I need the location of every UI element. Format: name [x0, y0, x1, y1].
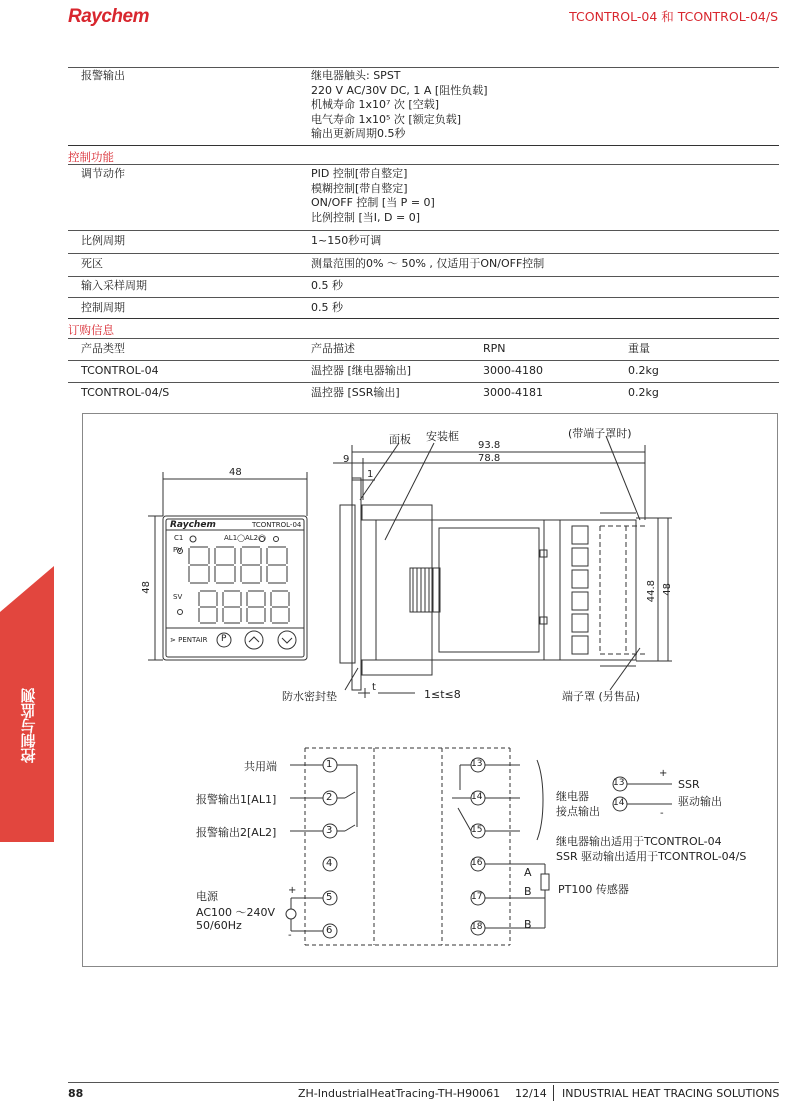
header-title: TCONTROL-04 和 TCONTROL-04/S	[569, 9, 778, 24]
ssr-plus: +	[659, 768, 668, 779]
doc-id: ZH-IndustrialHeatTracing-TH-H90061	[298, 1087, 501, 1100]
sidebar-label: 控制与监测	[19, 688, 38, 764]
column-header: 重量	[628, 342, 650, 355]
page-count: 12/14	[515, 1087, 547, 1100]
section-heading-control: 控制功能	[68, 150, 114, 164]
terminal-5: 5	[326, 892, 333, 903]
label-panel: 面板	[389, 433, 411, 446]
terminal-18: 18	[471, 922, 483, 932]
label-power-freq: 50/60Hz	[196, 919, 242, 932]
label-power: 电源	[196, 890, 218, 903]
dim-1: 1	[367, 469, 374, 480]
spec-label: 输入采样周期	[81, 279, 147, 292]
dim-44-8: 44.8	[646, 580, 657, 603]
spec-label: 控制周期	[81, 301, 125, 314]
minus-sign: -	[288, 930, 292, 941]
dim-width: 48	[229, 467, 242, 478]
table-cell: TCONTROL-04/S	[81, 386, 170, 399]
terminal-14-legend: 14	[613, 798, 625, 808]
label-pt100: PT100 传感器	[558, 883, 629, 896]
spec-label: 调节动作	[81, 167, 125, 180]
table-cell: 3000-4181	[483, 386, 543, 399]
terminal-6: 6	[326, 925, 333, 936]
spec-label: 比例周期	[81, 234, 125, 247]
spec-label: 报警输出	[81, 69, 125, 82]
spec-line: 比例控制 [当I, D = 0]	[311, 210, 420, 224]
column-header: 产品描述	[311, 342, 355, 355]
note-relay: 继电器输出适用于TCONTROL-04	[556, 835, 722, 848]
terminal-17: 17	[471, 892, 483, 902]
spec-label: 死区	[81, 257, 103, 270]
table-cell: 3000-4180	[483, 364, 543, 377]
pentair-logo	[170, 636, 207, 644]
label-a: A	[524, 866, 532, 879]
front-c1: C1	[174, 534, 184, 542]
spec-value: 1~150秒可调	[311, 234, 382, 247]
column-header: 产品类型	[81, 342, 125, 355]
page-number: 88	[68, 1087, 84, 1100]
terminal-14: 14	[471, 792, 483, 802]
front-pv: PV	[173, 546, 183, 554]
front-sv: SV	[173, 593, 183, 601]
footer-separator	[553, 1085, 554, 1101]
label-relay: 继电器	[556, 790, 589, 803]
spec-value: 0.5 秒	[311, 279, 343, 292]
dim-9: 9	[343, 454, 350, 465]
label-power-spec: AC100 ～240V	[196, 906, 276, 919]
label-ssr-drive: 驱动输出	[678, 795, 722, 808]
label-al1: 报警输出1[AL1]	[196, 793, 277, 806]
plus-sign: +	[288, 885, 297, 896]
spec-line: ON/OFF 控制 [当 P = 0]	[311, 196, 435, 209]
terminal-4: 4	[326, 858, 333, 869]
terminal-15: 15	[471, 825, 483, 835]
dim-78-8: 78.8	[478, 453, 501, 464]
p-key: P	[221, 634, 227, 644]
label-al2: 报警输出2[AL2]	[196, 826, 277, 839]
terminal-13: 13	[471, 759, 483, 769]
label-contact-output: 接点输出	[556, 805, 600, 818]
footer-divider	[68, 1082, 779, 1083]
spec-line: 电气寿命 1x10⁵ 次 [额定负载]	[311, 112, 461, 126]
dim-93-8: 93.8	[478, 440, 501, 451]
dim-48: 48	[662, 583, 673, 596]
spec-line: 继电器触头: SPST	[311, 69, 401, 82]
table-cell: 温控器 [SSR输出]	[311, 386, 400, 399]
ssr-minus: -	[660, 808, 664, 819]
label-range: 1≤t≤8	[424, 688, 461, 701]
pentair-text: PENTAIR	[178, 636, 208, 644]
spec-value: 0.5 秒	[311, 301, 343, 314]
spec-line: 模糊控制[带自整定]	[311, 181, 408, 195]
terminal-16: 16	[471, 858, 483, 868]
table-cell: 0.2kg	[628, 386, 659, 399]
table-cell: 温控器 [继电器输出]	[311, 364, 412, 377]
table-cell: TCONTROL-04	[81, 364, 159, 377]
dim-height: 48	[141, 581, 152, 594]
terminal-2: 2	[326, 792, 333, 803]
section-heading-order: 订购信息	[68, 323, 114, 337]
spec-line: PID 控制[带自整定]	[311, 167, 408, 180]
front-al: AL1◯AL2◯	[224, 534, 266, 542]
terminal-3: 3	[326, 825, 333, 836]
spec-line: 机械寿命 1x10⁷ 次 [空载]	[311, 98, 439, 111]
front-brand: Raychem	[170, 520, 216, 530]
terminal-13-legend: 13	[613, 778, 625, 788]
front-model: TCONTROL-04	[252, 521, 302, 529]
label-cover-note: (带端子罩时)	[568, 427, 632, 440]
spec-value: 测量范围的0% ～ 50% , 仅适用于ON/OFF控制	[311, 257, 545, 270]
table-cell: 0.2kg	[628, 364, 659, 377]
label-bracket: 安装框	[426, 430, 459, 443]
terminal-1: 1	[326, 759, 333, 770]
label-terminal-cover: 端子罩 (另售品)	[562, 690, 641, 703]
spec-line: 输出更新周期0.5秒	[311, 127, 406, 140]
spec-line: 220 V AC/30V DC, 1 A [阻性负载]	[311, 83, 488, 97]
column-header: RPN	[483, 342, 506, 355]
label-ssr: SSR	[678, 778, 700, 791]
raychem-logo: Raychem	[68, 6, 149, 27]
pentair-icon: ⋗	[170, 636, 176, 644]
label-b2: B	[524, 918, 532, 931]
footer-brand: INDUSTRIAL HEAT TRACING SOLUTIONS	[562, 1087, 780, 1100]
label-gasket: 防水密封垫	[282, 690, 337, 703]
label-b1: B	[524, 885, 532, 898]
label-common: 共用端	[244, 760, 277, 773]
sidebar-fold	[0, 566, 54, 612]
label-t: t	[372, 682, 376, 693]
note-ssr: SSR 驱动输出适用于TCONTROL-04/S	[556, 850, 747, 863]
